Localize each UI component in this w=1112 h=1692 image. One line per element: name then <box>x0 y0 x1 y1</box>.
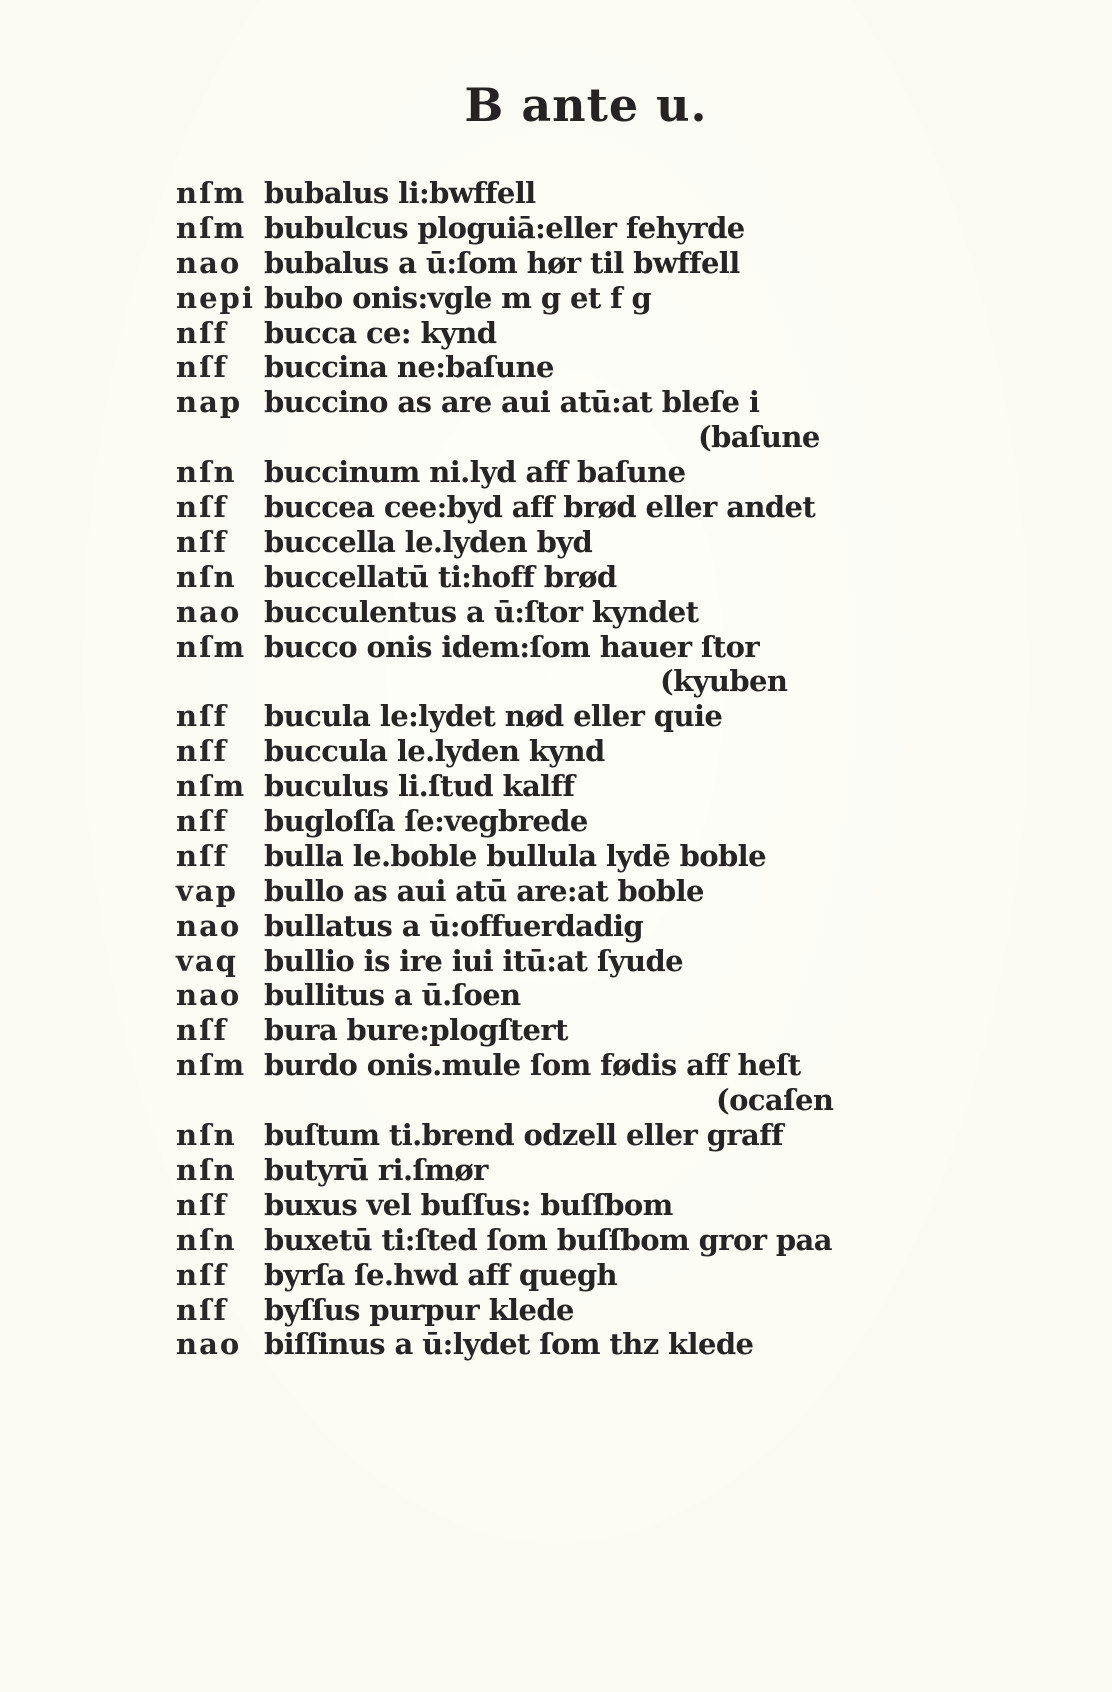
entry-text: bugloſſa ſe:vegbrede <box>264 804 588 839</box>
entry-text: buxetū ti:ſted ſom buſſbom gror paa <box>264 1222 832 1257</box>
entry-text: bullo as aui atū are:at boble <box>264 873 704 908</box>
list-item <box>176 630 896 665</box>
grammar-code: nao <box>176 978 242 1013</box>
entry-text: bucculentus a ū:ſtor kyndet <box>264 594 699 629</box>
grammar-code: nſf <box>176 490 229 525</box>
list-item <box>176 909 896 944</box>
grammar-code: nſf <box>176 734 229 769</box>
list-item <box>176 350 896 385</box>
list-item <box>176 176 896 211</box>
grammar-code: nepi <box>176 280 255 315</box>
grammar-code: nap <box>176 385 243 420</box>
grammar-code: nſn <box>176 455 237 490</box>
grammar-code: nſm <box>176 176 247 210</box>
list-item <box>176 734 896 769</box>
list-item <box>176 978 896 1013</box>
grammar-code: nao <box>176 245 242 280</box>
entry-text: bubo onis:vgle m g et f g <box>264 280 652 315</box>
list-item <box>176 385 896 420</box>
continuation-text: (baſune <box>698 420 820 455</box>
entry-text: bullatus a ū:offuerdadig <box>264 908 644 943</box>
grammar-code: nſf <box>176 1187 229 1222</box>
entry-text: byrſa ſe.hwd aff quegh <box>264 1257 618 1292</box>
list-item <box>176 246 896 281</box>
list-item <box>176 455 896 490</box>
grammar-code: nſn <box>176 1152 237 1187</box>
list-item <box>176 1258 896 1293</box>
list-item <box>176 490 896 525</box>
grammar-code: nſf <box>176 315 229 350</box>
grammar-code: nſf <box>176 1013 229 1048</box>
entry-text: biſſinus a ū:lydet ſom thz klede <box>264 1327 754 1362</box>
grammar-code: nſf <box>176 524 229 559</box>
list-item <box>176 316 896 351</box>
grammar-code: nſm <box>176 769 247 804</box>
grammar-code: nſn <box>176 1222 237 1257</box>
grammar-code: nſm <box>176 629 247 664</box>
grammar-code: nſf <box>176 838 229 873</box>
list-item <box>176 1153 896 1188</box>
list-item <box>176 595 896 630</box>
grammar-code: nao <box>176 1327 242 1362</box>
running-head-text: B ante u. <box>464 78 708 132</box>
list-item <box>176 1188 896 1223</box>
entry-text: bubulcus ploguiā:eller fehyrde <box>264 210 745 245</box>
list-item <box>176 804 896 839</box>
entry-text: burdo onis.mule ſom fødis aff heſt <box>264 1048 801 1083</box>
list-item <box>176 281 896 316</box>
list-item <box>176 839 896 874</box>
list-item <box>176 874 896 909</box>
entry-text: buccina ne:baſune <box>264 350 554 385</box>
grammar-code: nſf <box>176 1292 229 1327</box>
grammar-code: nſf <box>176 350 229 385</box>
grammar-code: vap <box>176 873 238 908</box>
entry-text: bubalus a ū:ſom hør til bwffell <box>264 245 740 280</box>
grammar-code: nſf <box>176 1257 229 1292</box>
continuation-line <box>176 664 896 699</box>
list-item <box>176 525 896 560</box>
list-item <box>176 560 896 595</box>
list-item <box>176 211 896 246</box>
entry-text: buccellatū ti:hoff brød <box>264 559 617 594</box>
grammar-code: nſm <box>176 1048 247 1083</box>
continuation-line <box>176 1083 896 1118</box>
entry-text: bullitus a ū.ſoen <box>264 978 521 1013</box>
grammar-code: nſn <box>176 559 237 594</box>
entry-text: buccella le.lyden byd <box>264 524 593 559</box>
entry-text: bura bure:plogſtert <box>264 1013 568 1048</box>
grammar-code: nſm <box>176 210 247 245</box>
continuation-text: (ocaſen <box>716 1083 834 1118</box>
entry-text: bullio is ire iui itū:at ſyude <box>264 943 683 978</box>
continuation-text: (kyuben <box>660 664 788 699</box>
entry-text: bucula le:lydet nød eller quie <box>264 699 723 734</box>
entry-text: butyrū ri.ſmør <box>264 1152 488 1187</box>
entry-text: buccinum ni.lyd aff baſune <box>264 455 686 490</box>
grammar-code: nao <box>176 594 242 629</box>
continuation-line <box>176 420 896 455</box>
grammar-code: nſf <box>176 804 229 839</box>
list-item <box>176 769 896 804</box>
grammar-code: nſf <box>176 699 229 734</box>
list-item <box>176 1048 896 1083</box>
entry-text: buxus vel buſſus: buſſbom <box>264 1187 673 1222</box>
list-item <box>176 1327 896 1362</box>
entry-text: buccino as are aui atū:at bleſe i <box>264 385 760 420</box>
grammar-code: nao <box>176 908 242 943</box>
list-item <box>176 699 896 734</box>
list-item <box>176 944 896 979</box>
entry-text: byſſus purpur klede <box>264 1292 574 1327</box>
entry-text: bucca ce: kynd <box>264 315 497 350</box>
list-item <box>176 1118 896 1153</box>
list-item <box>176 1013 896 1048</box>
entry-list <box>176 176 896 1362</box>
entry-text: bubalus li:bwffell <box>264 176 536 210</box>
entry-text: buccula le.lyden kynd <box>264 734 605 769</box>
entry-text: bucco onis idem:ſom hauer ſtor <box>264 629 759 664</box>
list-item <box>176 1223 896 1258</box>
entry-text: bulla le.boble bullula lydē boble <box>264 838 766 873</box>
grammar-code: nſn <box>176 1118 237 1153</box>
entry-text: buculus li.ſtud kalff <box>264 769 575 804</box>
running-head <box>0 78 1112 132</box>
entry-text: buccea cee:byd aff brød eller andet <box>264 490 816 525</box>
list-item <box>176 1293 896 1328</box>
grammar-code: vaq <box>176 943 238 978</box>
entry-text: buſtum ti.brend odzell eller graff <box>264 1118 783 1153</box>
